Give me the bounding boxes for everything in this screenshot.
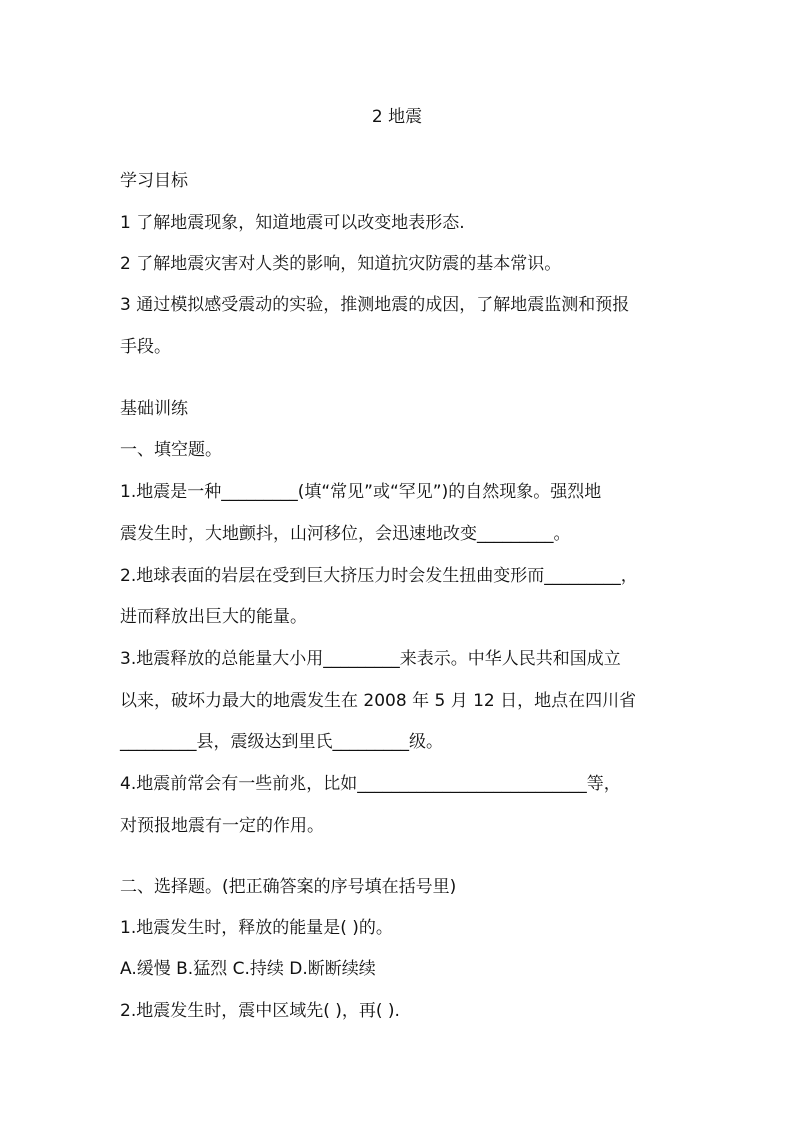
objective-item: 3 通过模拟感受震动的实验，推测地震的成因，了解地震监测和预报 — [120, 295, 630, 315]
fill-blank-line: 对预报地震有一定的作用。 — [120, 816, 324, 836]
objectives-heading: 学习目标 — [120, 171, 188, 191]
training-heading: 基础训练 — [120, 399, 188, 419]
objective-item: 1 了解地震现象，知道地震可以改变地表形态. — [120, 213, 465, 233]
objective-item-continuation: 手段。 — [120, 337, 171, 357]
fill-blank-line: _________县，震级达到里氏_________级。 — [120, 732, 443, 752]
fill-blank-line: 2.地球表面的岩层在受到巨大挤压力时会发生扭曲变形而_________， — [120, 566, 638, 586]
choice-heading: 二、选择题。(把正确答案的序号填在括号里) — [120, 877, 457, 897]
choice-options: A.缓慢 B.猛烈 C.持续 D.断断续续 — [120, 959, 376, 979]
page-title: 2 地震 — [371, 107, 423, 127]
objective-item: 2 了解地震灾害对人类的影响，知道抗灾防震的基本常识。 — [120, 254, 562, 274]
fill-blank-line: 进而释放出巨大的能量。 — [120, 607, 307, 627]
fill-blank-line: 震发生时，大地颤抖，山河移位，会迅速地改变_________。 — [120, 524, 571, 544]
choice-question: 1.地震发生时，释放的能量是( )的。 — [120, 918, 393, 938]
fill-blank-line: 以来，破坏力最大的地震发生在 2008 年 5 月 12 日，地点在四川省 — [120, 691, 637, 711]
fill-blank-heading: 一、填空题。 — [120, 440, 222, 460]
fill-blank-line: 1.地震是一种_________(填“常见”或“罕见”)的自然现象。强烈地 — [120, 482, 602, 502]
fill-blank-line: 4.地震前常会有一些前兆，比如___________________________等， — [120, 774, 621, 794]
fill-blank-line: 3.地震释放的总能量大小用_________来表示。中华人民共和国成立 — [120, 649, 621, 669]
choice-question: 2.地震发生时，震中区域先( )，再( ). — [120, 1001, 400, 1021]
